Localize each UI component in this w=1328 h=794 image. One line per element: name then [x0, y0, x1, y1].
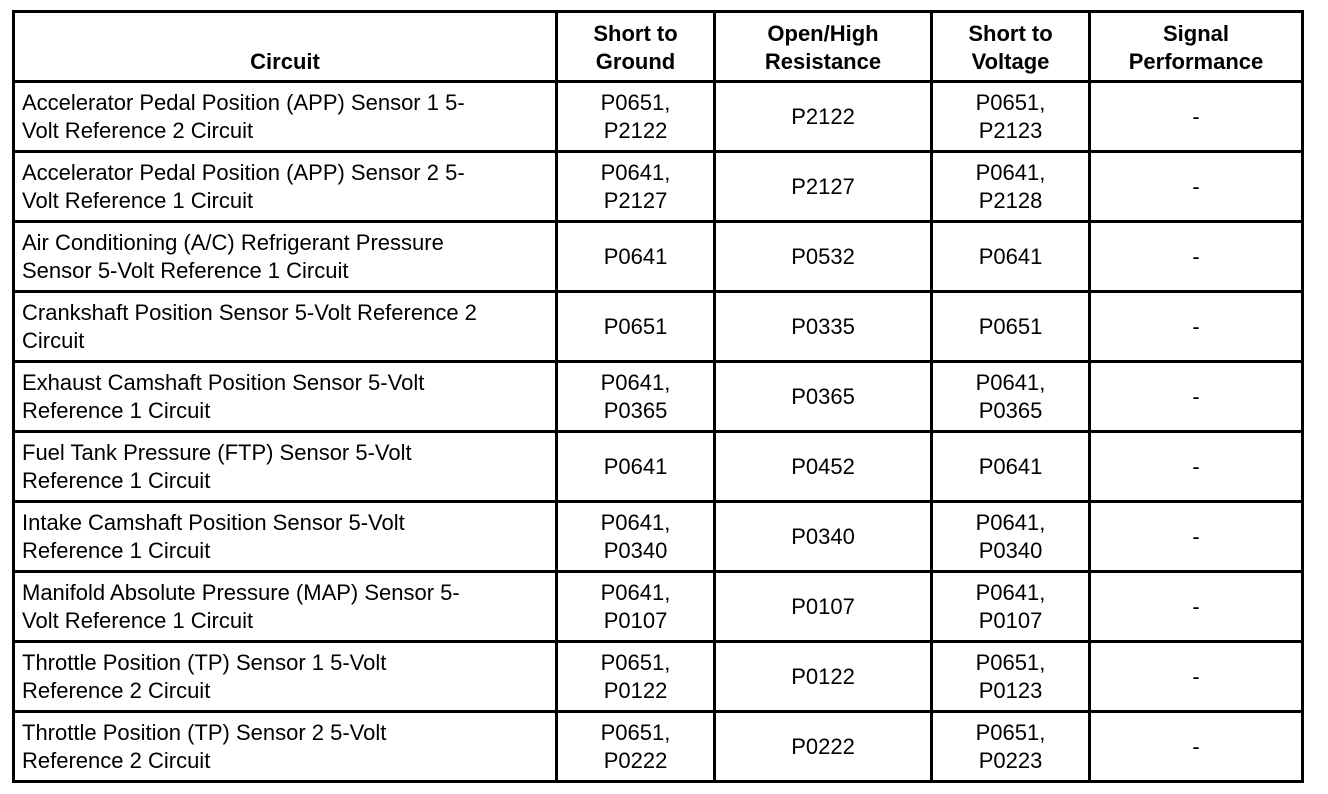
cell-open-high-resistance: P0365 — [715, 362, 932, 432]
dtc-table — [12, 10, 1304, 783]
dtc-code: P0641 — [978, 453, 1043, 479]
cell-short-to-voltage — [932, 572, 1090, 642]
circuit-line: Reference 2 Circuit — [22, 747, 211, 773]
dtc-code: P0651, — [975, 719, 1046, 745]
cell-open-high-resistance: P2127 — [715, 152, 932, 222]
header-circuit-line: Circuit — [250, 49, 320, 74]
dtc-code: P0641, — [975, 159, 1046, 185]
circuit-line: Reference 1 Circuit — [22, 467, 211, 493]
cell-open-high-resistance: P2122 — [715, 82, 932, 152]
cell-short-to-ground — [557, 712, 715, 782]
cell-short-to-ground — [557, 642, 715, 712]
dtc-code: P0123 — [978, 677, 1043, 703]
cell-signal-performance: - — [1090, 82, 1303, 152]
cell-short-to-voltage — [932, 362, 1090, 432]
cell-signal-performance: - — [1090, 152, 1303, 222]
dtc-code: P0107 — [603, 607, 668, 633]
header-line: Voltage — [971, 49, 1050, 74]
cell-circuit — [14, 712, 557, 782]
table-row — [14, 292, 1303, 362]
cell-short-to-voltage — [932, 82, 1090, 152]
header-line: Signal — [1162, 21, 1229, 46]
cell-circuit — [14, 222, 557, 292]
circuit-line: Volt Reference 2 Circuit — [22, 117, 254, 143]
cell-circuit — [14, 362, 557, 432]
cell-signal-performance: - — [1090, 432, 1303, 502]
table-header — [14, 12, 1303, 82]
dtc-code: P0107 — [978, 607, 1043, 633]
cell-short-to-voltage — [932, 432, 1090, 502]
dtc-code: P0222 — [603, 747, 668, 773]
cell-circuit — [14, 642, 557, 712]
cell-short-to-voltage — [932, 642, 1090, 712]
cell-signal-performance: - — [1090, 712, 1303, 782]
cell-circuit — [14, 82, 557, 152]
dtc-code: P0651, — [975, 89, 1046, 115]
cell-circuit — [14, 152, 557, 222]
circuit-line: Reference 2 Circuit — [22, 677, 211, 703]
cell-short-to-ground — [557, 362, 715, 432]
cell-short-to-ground — [557, 432, 715, 502]
dtc-code: P2127 — [603, 187, 668, 213]
header-line: Open/High — [767, 21, 879, 46]
header-signal-performance — [1090, 12, 1303, 82]
cell-open-high-resistance: P0222 — [715, 712, 932, 782]
dtc-code: P0651, — [600, 89, 671, 115]
circuit-line: Accelerator Pedal Position (APP) Sensor 2 5- — [22, 159, 465, 185]
dtc-code: P0641, — [600, 509, 671, 535]
circuit-line: Reference 1 Circuit — [22, 537, 211, 563]
table-row — [14, 82, 1303, 152]
header-line: Short to — [968, 21, 1053, 46]
circuit-line: Circuit — [22, 327, 85, 353]
circuit-line: Crankshaft Position Sensor 5-Volt Reference 2 — [22, 299, 477, 325]
circuit-line: Throttle Position (TP) Sensor 1 5-Volt — [22, 649, 387, 675]
dtc-code: P0641, — [975, 579, 1046, 605]
table-row — [14, 222, 1303, 292]
dtc-code: P0651, — [975, 649, 1046, 675]
circuit-line: Volt Reference 1 Circuit — [22, 607, 254, 633]
dtc-code: P0651, — [600, 649, 671, 675]
cell-short-to-voltage — [932, 152, 1090, 222]
circuit-line: Fuel Tank Pressure (FTP) Sensor 5-Volt — [22, 439, 412, 465]
header-circuit — [14, 12, 557, 82]
cell-short-to-ground — [557, 572, 715, 642]
table-body — [14, 82, 1303, 782]
cell-signal-performance: - — [1090, 642, 1303, 712]
header-short-to-voltage — [932, 12, 1090, 82]
cell-signal-performance: - — [1090, 222, 1303, 292]
dtc-code: P0641, — [600, 159, 671, 185]
cell-short-to-ground — [557, 152, 715, 222]
dtc-code: P0651 — [603, 313, 668, 339]
cell-circuit — [14, 502, 557, 572]
table-row — [14, 152, 1303, 222]
cell-signal-performance: - — [1090, 572, 1303, 642]
table-row — [14, 712, 1303, 782]
circuit-line: Accelerator Pedal Position (APP) Sensor 1 5- — [22, 89, 465, 115]
cell-short-to-ground — [557, 502, 715, 572]
dtc-code: P0122 — [603, 677, 668, 703]
cell-short-to-voltage — [932, 712, 1090, 782]
cell-short-to-voltage — [932, 292, 1090, 362]
dtc-code: P0641, — [600, 369, 671, 395]
header-line: Resistance — [764, 49, 882, 74]
table-row — [14, 362, 1303, 432]
dtc-code: P0641, — [975, 369, 1046, 395]
table-row — [14, 432, 1303, 502]
circuit-line: Intake Camshaft Position Sensor 5-Volt — [22, 509, 405, 535]
dtc-code: P0340 — [603, 537, 668, 563]
cell-signal-performance: - — [1090, 502, 1303, 572]
cell-signal-performance: - — [1090, 362, 1303, 432]
cell-circuit — [14, 292, 557, 362]
circuit-line: Sensor 5-Volt Reference 1 Circuit — [22, 257, 349, 283]
cell-open-high-resistance: P0335 — [715, 292, 932, 362]
cell-short-to-voltage — [932, 502, 1090, 572]
cell-open-high-resistance: P0452 — [715, 432, 932, 502]
dtc-code: P0641, — [600, 579, 671, 605]
header-open-high-resistance — [715, 12, 932, 82]
circuit-line: Air Conditioning (A/C) Refrigerant Pressure — [22, 229, 444, 255]
cell-open-high-resistance: P0532 — [715, 222, 932, 292]
circuit-line: Reference 1 Circuit — [22, 397, 211, 423]
dtc-code: P2128 — [978, 187, 1043, 213]
dtc-code: P0365 — [978, 397, 1043, 423]
dtc-code: P2123 — [978, 117, 1043, 143]
circuit-line: Volt Reference 1 Circuit — [22, 187, 254, 213]
dtc-code: P0641, — [975, 509, 1046, 535]
cell-short-to-ground — [557, 82, 715, 152]
cell-circuit — [14, 432, 557, 502]
header-line: Short to — [593, 21, 678, 46]
dtc-code: P0651 — [978, 313, 1043, 339]
header-line: Performance — [1128, 49, 1264, 74]
circuit-line: Manifold Absolute Pressure (MAP) Sensor 5- — [22, 579, 460, 605]
circuit-line: Throttle Position (TP) Sensor 2 5-Volt — [22, 719, 387, 745]
dtc-code: P2122 — [603, 117, 668, 143]
cell-short-to-ground — [557, 222, 715, 292]
cell-short-to-ground — [557, 292, 715, 362]
dtc-code: P0641 — [603, 243, 668, 269]
cell-short-to-voltage — [932, 222, 1090, 292]
table-row — [14, 502, 1303, 572]
dtc-code: P0641 — [978, 243, 1043, 269]
header-line: Ground — [595, 49, 676, 74]
dtc-code: P0223 — [978, 747, 1043, 773]
table-row — [14, 572, 1303, 642]
dtc-code: P0340 — [978, 537, 1043, 563]
cell-open-high-resistance: P0107 — [715, 572, 932, 642]
cell-open-high-resistance: P0340 — [715, 502, 932, 572]
header-short-to-ground — [557, 12, 715, 82]
cell-circuit — [14, 572, 557, 642]
cell-signal-performance: - — [1090, 292, 1303, 362]
dtc-code: P0365 — [603, 397, 668, 423]
dtc-code: P0651, — [600, 719, 671, 745]
table-row — [14, 642, 1303, 712]
cell-open-high-resistance: P0122 — [715, 642, 932, 712]
circuit-line: Exhaust Camshaft Position Sensor 5-Volt — [22, 369, 425, 395]
dtc-code: P0641 — [603, 453, 668, 479]
header-row — [14, 12, 1303, 82]
